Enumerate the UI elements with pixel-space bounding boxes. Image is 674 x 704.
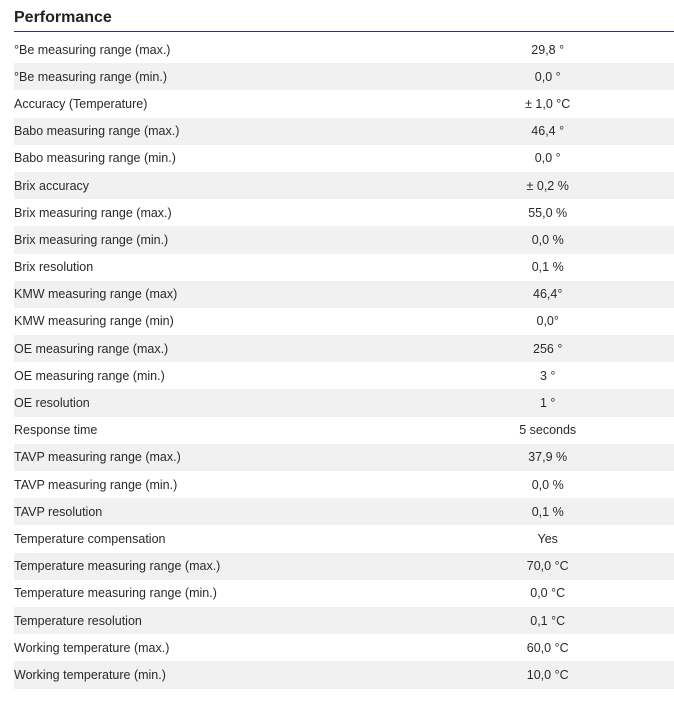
spec-value: Yes (537, 531, 558, 546)
table-row (14, 580, 674, 607)
spec-label: Brix resolution (14, 260, 94, 275)
spec-label: °Be measuring range (min.) (14, 69, 167, 84)
spec-value: ± 1,0 °C (525, 96, 571, 111)
spec-label: Brix measuring range (max.) (14, 205, 172, 220)
table-row (14, 172, 674, 199)
spec-label: KMW measuring range (max) (14, 287, 178, 302)
spec-value: 70,0 °C (526, 559, 569, 574)
spec-value: 46,4 ° (531, 124, 565, 139)
table-row (14, 226, 674, 253)
table-row (14, 335, 674, 362)
table-row (14, 118, 674, 145)
spec-label: Response time (14, 423, 98, 438)
spec-value: 0,0° (536, 314, 559, 329)
spec-label: Temperature measuring range (max.) (14, 559, 221, 574)
spec-table-body (14, 36, 674, 689)
table-row (14, 389, 674, 416)
spec-value: 0,0 % (531, 232, 564, 247)
table-row (14, 63, 674, 90)
table-row (14, 498, 674, 525)
section-title: Performance (14, 9, 112, 26)
table-row (14, 634, 674, 661)
spec-label: Temperature measuring range (min.) (14, 586, 217, 601)
spec-label: Working temperature (min.) (14, 667, 166, 682)
spec-label: Brix accuracy (14, 178, 90, 193)
table-row (14, 308, 674, 335)
spec-value: 0,0 % (531, 477, 564, 492)
spec-label: Working temperature (max.) (14, 640, 170, 655)
title-divider (14, 31, 674, 32)
spec-value: 0,0 °C (530, 586, 566, 601)
spec-label: TAVP measuring range (min.) (14, 477, 178, 492)
table-row (14, 553, 674, 580)
spec-label: TAVP measuring range (max.) (14, 450, 181, 465)
spec-label: Temperature resolution (14, 613, 142, 628)
spec-label: Brix measuring range (min.) (14, 232, 169, 247)
spec-value: 37,9 % (528, 450, 568, 465)
spec-label: KMW measuring range (min) (14, 314, 174, 329)
table-row (14, 362, 674, 389)
spec-label: OE resolution (14, 396, 90, 411)
table-row (14, 661, 674, 688)
spec-label: Accuracy (Temperature) (14, 96, 148, 111)
spec-value: 0,1 % (531, 260, 564, 275)
table-row (14, 444, 674, 471)
spec-value: 10,0 °C (526, 667, 569, 682)
table-row (14, 145, 674, 172)
spec-label: Babo measuring range (max.) (14, 124, 180, 139)
spec-value: 5 seconds (519, 423, 577, 438)
table-row (14, 36, 674, 63)
table-row (14, 90, 674, 117)
table-row (14, 281, 674, 308)
spec-value: 256 ° (533, 341, 563, 356)
performance-section (14, 9, 674, 689)
spec-value: 3 ° (539, 368, 556, 383)
spec-label: °Be measuring range (max.) (14, 42, 171, 57)
spec-value: ± 0,2 % (526, 178, 569, 193)
spec-value: 0,0 ° (534, 151, 561, 166)
spec-value: 0,0 ° (534, 69, 561, 84)
spec-value: 46,4° (533, 287, 563, 302)
spec-table (14, 36, 674, 689)
spec-value: 55,0 % (528, 205, 568, 220)
table-row (14, 525, 674, 552)
spec-value: 0,1 % (531, 504, 564, 519)
table-row (14, 417, 674, 444)
table-row (14, 254, 674, 281)
spec-value: 60,0 °C (526, 640, 569, 655)
spec-label: TAVP resolution (14, 504, 103, 519)
spec-label: OE measuring range (max.) (14, 341, 169, 356)
table-row (14, 199, 674, 226)
table-row (14, 471, 674, 498)
spec-label: Temperature compensation (14, 531, 166, 546)
spec-value: 29,8 ° (531, 42, 565, 57)
spec-label: OE measuring range (min.) (14, 368, 165, 383)
spec-value: 0,1 °C (530, 613, 566, 628)
spec-label: Babo measuring range (min.) (14, 151, 176, 166)
spec-value: 1 ° (539, 396, 556, 411)
table-row (14, 607, 674, 634)
